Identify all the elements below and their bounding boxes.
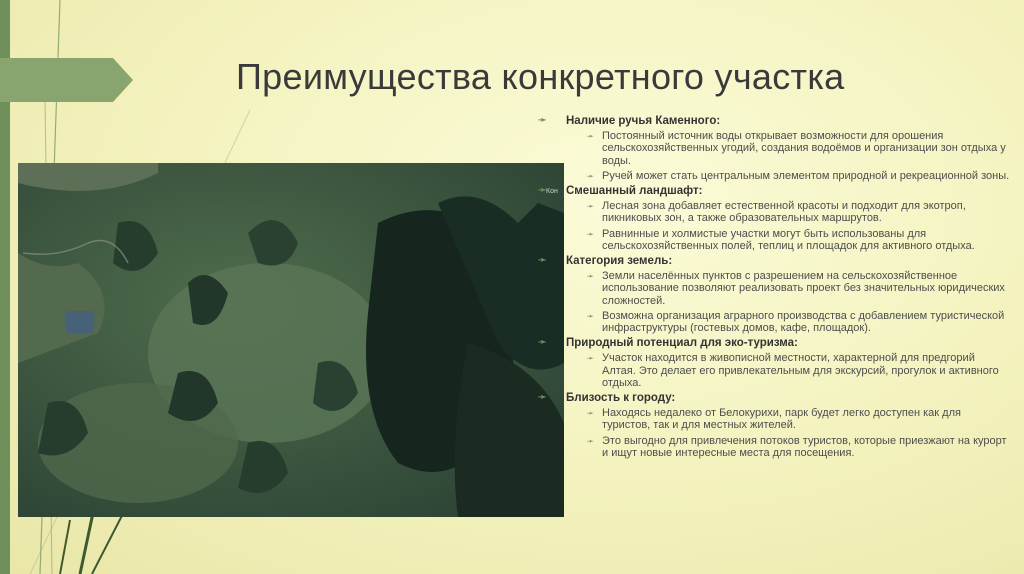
- section-item: Ручей может стать центральным элементом природной и рекреационной зоны.: [602, 169, 1010, 182]
- slide-title: Преимущества конкретного участка: [236, 56, 845, 97]
- section-item: Участок находится в живописной местности, характерной для предгорий Алтая. Это делает его привлекательным для экскурсий, прогулок и активного отдыха.: [602, 352, 999, 389]
- section-heading: Наличие ручья Каменного:: [566, 115, 721, 127]
- arrow-bullet-icon: ➛: [538, 337, 547, 349]
- arrow-bullet-icon: ➛: [586, 201, 594, 212]
- section-item: Равнинные и холмистые участки могут быть использованы для сельскохозяйственных полей, теплиц и площадок для активного отдыха.: [602, 227, 975, 252]
- section-item: Это выгодно для привлечения потоков туристов, которые приезжают на курорт и ищут новые интересные места для посещения.: [602, 434, 1007, 459]
- photo-corner-label: Кон: [546, 188, 558, 195]
- section-item: Находясь недалеко от Белокурихи, парк будет легко доступен как для туристов, так и для местных жителей.: [602, 407, 961, 432]
- arrow-bullet-icon: ➛: [538, 185, 547, 197]
- arrow-bullet-icon: ➛: [586, 408, 594, 419]
- section-heading: Смешанный ландшафт:: [566, 185, 703, 198]
- arrow-bullet-icon: ➛: [586, 228, 594, 239]
- section-land-category: [538, 255, 1010, 334]
- arrow-bullet-icon: ➛: [538, 392, 547, 404]
- arrow-bullet-icon: ➛: [538, 255, 547, 267]
- section-eco-tourism: [538, 337, 1010, 389]
- arrow-bullet-icon: ➛: [586, 170, 594, 181]
- section-item: Возможна организация аграрного производства с добавлением туристической инфраструктуры (гостевых домов, кафе, площадок).: [602, 309, 1005, 335]
- section-heading: Близость к городу:: [566, 392, 676, 405]
- arrow-bullet-icon: ➛: [586, 271, 594, 282]
- benefits-list: [538, 112, 1010, 459]
- arrow-bullet-icon: ➛: [586, 310, 594, 321]
- section-landscape: [538, 185, 1010, 252]
- satellite-photo: [18, 163, 564, 517]
- arrow-bullet-icon: ➛: [586, 435, 594, 446]
- section-item: Лесная зона добавляет естественной красоты и подходит для экотроп, пикниковых зон, а также образовательных маршрутов.: [602, 200, 966, 225]
- section-item: Земли населённых пунктов с разрешением на сельскохозяйственное использование позволяют реализовать проект без значительных юридических сложностей.: [602, 270, 1005, 307]
- title-arrow-tab: [0, 58, 133, 102]
- section-item: Постоянный источник воды открывает возможности для орошения сельскохозяйственных угодий, создания водоёмов и организации зон отдыха у воды.: [602, 130, 1006, 167]
- arrow-bullet-icon: ➛: [586, 353, 594, 364]
- arrow-bullet-icon: ➛: [538, 115, 547, 126]
- section-heading: Категория земель:: [566, 255, 673, 268]
- section-heading: Природный потенциал для эко-туризма:: [566, 337, 798, 350]
- arrow-bullet-icon: ➛: [586, 131, 594, 142]
- section-city-proximity: [538, 392, 1010, 459]
- section-stream: [538, 115, 1010, 182]
